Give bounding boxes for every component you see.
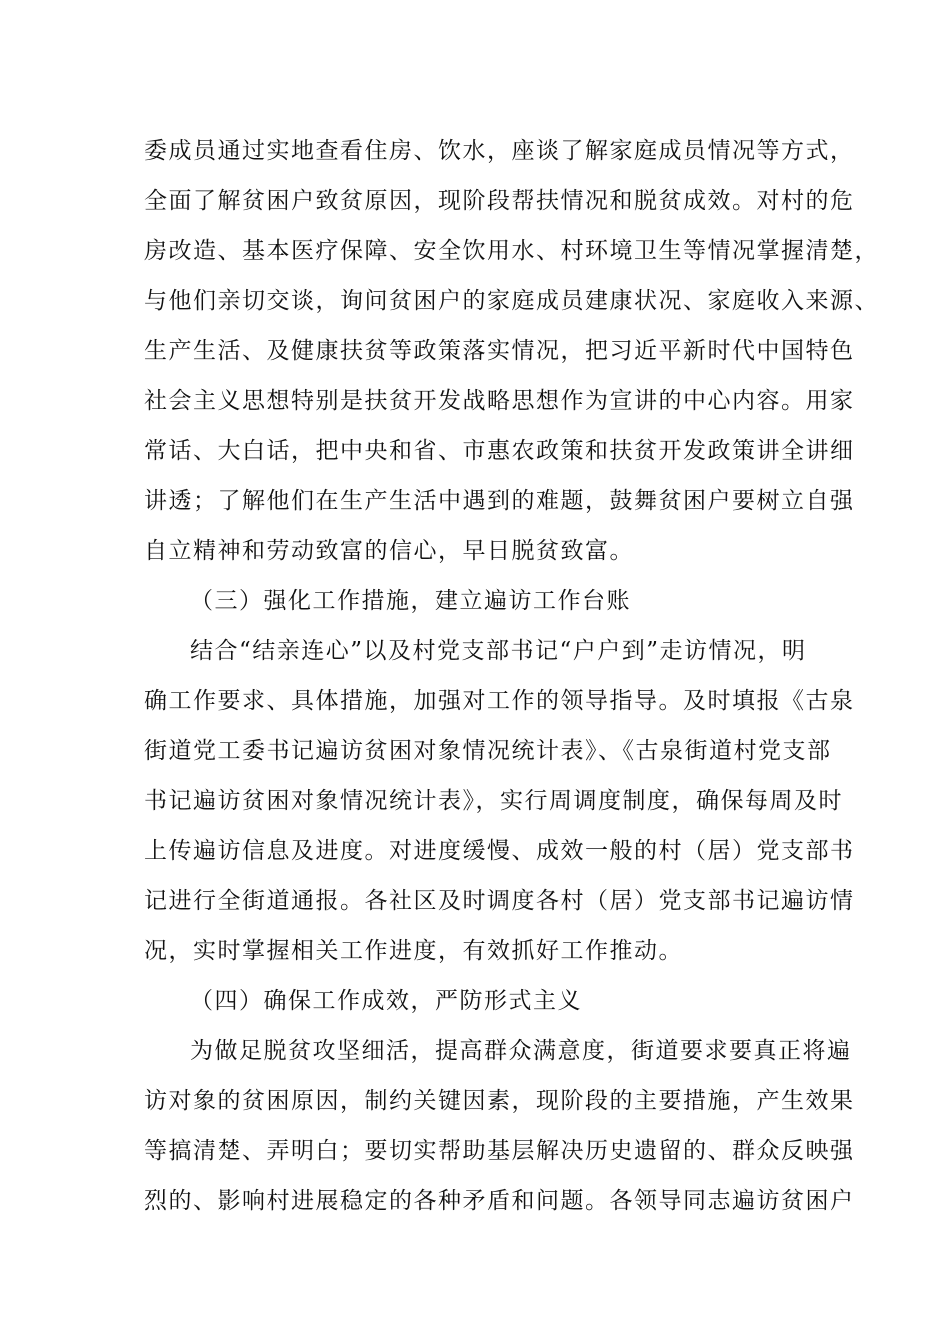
paragraph-line: 烈的、影响村进展稳定的各种矛盾和问题。各领导同志遍访贫困户 — [144, 1188, 855, 1214]
paragraph-line: 全面了解贫困户致贫原因，现阶段帮扶情况和脱贫成效。对村的危 — [144, 188, 855, 214]
paragraph-line: 为做足脱贫攻坚细活，提高群众满意度，街道要求要真正将遍 — [190, 1038, 852, 1064]
section-heading-3: （三）强化工作措施，建立遍访工作台账 — [190, 588, 631, 614]
paragraph-line: 上传遍访信息及进度。对进度缓慢、成效一般的村（居）党支部书 — [144, 838, 855, 864]
paragraph-line: 与他们亲切交谈，询问贫困户的家庭成员建康状况、家庭收入来源、 — [144, 288, 879, 314]
paragraph-line: 确工作要求、具体措施，加强对工作的领导指导。及时填报《古泉 — [144, 688, 855, 714]
paragraph-line: 记进行全街道通报。各社区及时调度各村（居）党支部书记遍访情 — [144, 888, 855, 914]
paragraph-line: 委成员通过实地查看住房、饮水，座谈了解家庭成员情况等方式， — [144, 138, 855, 164]
paragraph-line: 讲透；了解他们在生产生活中遇到的难题，鼓舞贫困户要树立自强 — [144, 488, 855, 514]
paragraph-line: 社会主义思想特别是扶贫开发战略思想作为宣讲的中心内容。用家 — [144, 388, 855, 414]
paragraph-line: 等搞清楚、弄明白；要切实帮助基层解决历史遗留的、群众反映强 — [144, 1138, 855, 1164]
paragraph-line: 常话、大白话，把中央和省、市惠农政策和扶贫开发政策讲全讲细 — [144, 438, 855, 464]
paragraph-line: 生产生活、及健康扶贫等政策落实情况，把习近平新时代中国特色 — [144, 338, 855, 364]
paragraph-line: 街道党工委书记遍访贫困对象情况统计表》、《古泉街道村党支部 — [144, 738, 832, 764]
paragraph-line: 结合“结亲连心”以及村党支部书记“户户到”走访情况，明 — [190, 638, 807, 664]
paragraph-line: 自立精神和劳动致富的信心，早日脱贫致富。 — [144, 538, 634, 564]
paragraph-line: 书记遍访贫困对象情况统计表》，实行周调度制度，确保每周及时 — [144, 788, 843, 814]
section-heading-4: （四）确保工作成效，严防形式主义 — [190, 988, 582, 1014]
paragraph-line: 况，实时掌握相关工作进度，有效抓好工作推动。 — [144, 938, 683, 964]
paragraph-line: 访对象的贫困原因，制约关键因素，现阶段的主要措施，产生效果 — [144, 1088, 855, 1114]
paragraph-line: 房改造、基本医疗保障、安全饮用水、村环境卫生等情况掌握清楚， — [144, 238, 879, 264]
